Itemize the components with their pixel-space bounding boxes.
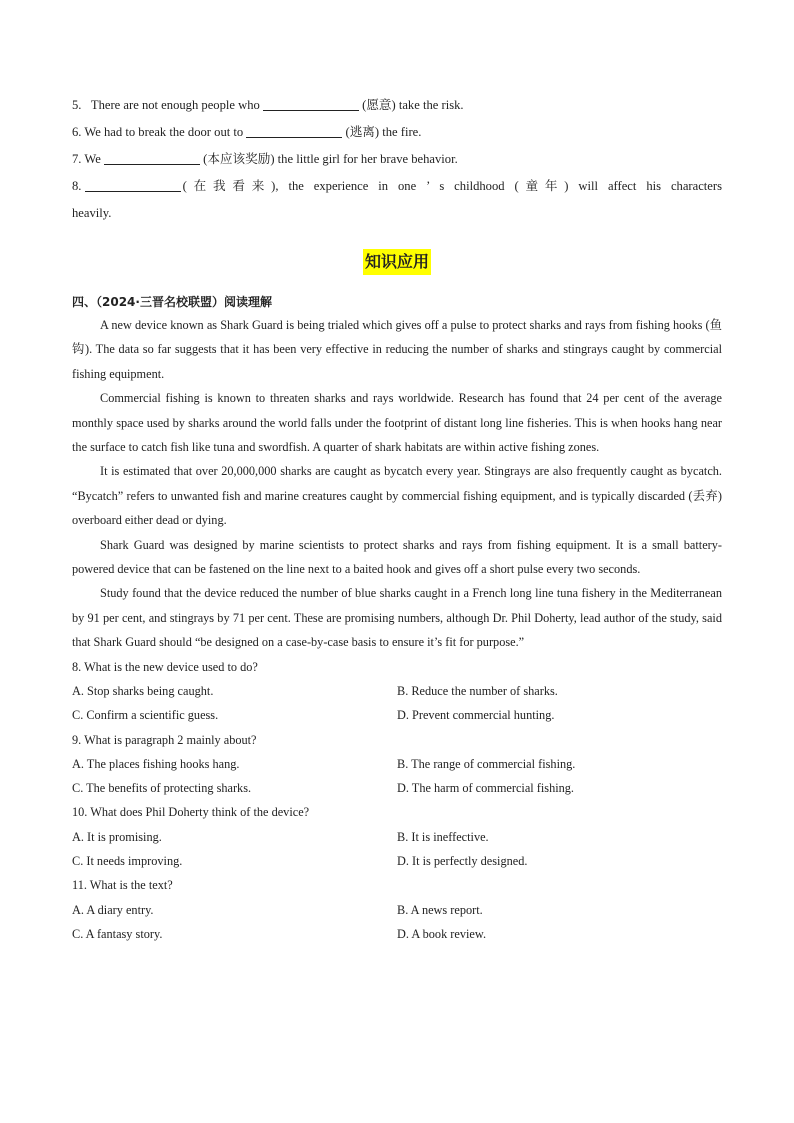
option-a[interactable]: A. The places fishing hooks hang. (72, 756, 240, 771)
item-text-before: We (84, 152, 101, 166)
section-heading: 知识应用 (363, 249, 431, 275)
option-row (72, 776, 722, 800)
questions (72, 655, 722, 947)
option-c[interactable]: C. A fantasy story. (72, 926, 163, 941)
answer-blank[interactable] (85, 177, 181, 192)
question-block (72, 873, 722, 946)
option-row (72, 679, 722, 703)
fill-item (72, 92, 722, 119)
reading-section-title: 四、（2024·三晋名校联盟）阅读理解 (72, 295, 272, 309)
option-c[interactable]: C. The benefits of protecting sharks. (72, 781, 252, 796)
item-number: 8. (72, 179, 82, 193)
option-d[interactable]: D. A book review. (397, 926, 487, 941)
option-row (72, 825, 722, 849)
option-b[interactable]: B. A news report. (397, 902, 483, 917)
option-d[interactable]: D. It is perfectly designed. (397, 854, 528, 869)
item-text-after: (逃离) the fire. (345, 125, 422, 139)
answer-blank[interactable] (246, 123, 342, 138)
fill-item-continuation: heavily. (72, 206, 112, 220)
option-a[interactable]: A. Stop sharks being caught. (72, 683, 214, 698)
option-b[interactable]: B. The range of commercial fishing. (397, 756, 576, 771)
fill-item (72, 146, 722, 173)
passage-paragraph: Commercial fishing is known to threaten sharks and rays worldwide. Research has found that 24 per cent of the average monthly space used by sharks around the world falls under the footprint of distant long line fisheries. This is when hooks hang near the surface to catch fish like tuna and swordfish. A quarter of shark habitats are within active fishing zones. (72, 391, 722, 455)
question-stem: 10. What does Phil Doherty think of the device? (72, 805, 310, 820)
option-a[interactable]: A. It is promising. (72, 829, 162, 844)
option-d[interactable]: D. Prevent commercial hunting. (397, 708, 555, 723)
passage-paragraph: Shark Guard was designed by marine scientists to protect sharks and rays from fishing equipment. It is a small battery-powered device that can be fastened on the line next to a baited hook and gives off a short pulse every two seconds. (72, 537, 722, 577)
item-number: 5. (72, 98, 82, 112)
item-text-after: (愿意) take the risk. (362, 98, 464, 112)
option-a[interactable]: A. A diary entry. (72, 902, 154, 917)
item-number: 6. (72, 125, 82, 139)
passage-paragraph: Study found that the device reduced the number of blue sharks caught in a French long line tuna fishery in the Mediterranean by 91 per cent, and stingrays by 71 per cent. These are promising numbers, although Dr. Phil Doherty, lead author of the study, said that Shark Guard should “be designed on a case-by-case basis to ensure it’s fit for purpose.” (72, 586, 722, 650)
heading-wrap (72, 249, 722, 289)
fill-item (72, 173, 722, 200)
reading-passage (72, 313, 722, 655)
question-stem: 9. What is paragraph 2 mainly about? (72, 732, 257, 747)
item-text-after: (本应该奖励) the little girl for her brave behavior. (203, 152, 458, 166)
worksheet-page (72, 92, 722, 946)
option-c[interactable]: C. It needs improving. (72, 854, 183, 869)
question-stem: 11. What is the text? (72, 878, 173, 893)
question-block (72, 655, 722, 728)
item-text-before: We had to break the door out to (84, 125, 244, 139)
option-d[interactable]: D. The harm of commercial fishing. (397, 781, 575, 796)
option-row (72, 922, 722, 946)
question-block (72, 800, 722, 873)
fill-item (72, 119, 722, 146)
option-row (72, 752, 722, 776)
fill-in-section (72, 92, 722, 227)
option-b[interactable]: B. Reduce the number of sharks. (397, 683, 558, 698)
option-b[interactable]: B. It is ineffective. (397, 829, 489, 844)
item-text-before: There are not enough people who (90, 98, 260, 112)
passage-paragraph: A new device known as Shark Guard is being trialed which gives off a pulse to protect sharks and rays from fishing hooks (鱼钩). The data so far suggests that it has been very effective in reducing the number of sharks and stingrays caught by commercial fishing equipment. (72, 318, 722, 381)
passage-paragraph: It is estimated that over 20,000,000 sharks are caught as bycatch every year. Stingrays are also frequently caught as bycatch. “Bycatch” refers to unwanted fish and marine creatures caught by commercial fishing equipment, and is typically discarded (丢弃) overboard either dead or dying. (72, 464, 722, 528)
option-row (72, 703, 722, 727)
item-number: 7. (72, 152, 82, 166)
option-c[interactable]: C. Confirm a scientific guess. (72, 708, 219, 723)
answer-blank[interactable] (104, 150, 200, 165)
question-block (72, 728, 722, 801)
question-stem: 8. What is the new device used to do? (72, 659, 258, 674)
answer-blank[interactable] (263, 96, 359, 111)
option-row (72, 898, 722, 922)
item-text-after: (在我看来), the experience in one ’ s childhood (童年) will affect his characters (182, 179, 722, 193)
option-row (72, 849, 722, 873)
